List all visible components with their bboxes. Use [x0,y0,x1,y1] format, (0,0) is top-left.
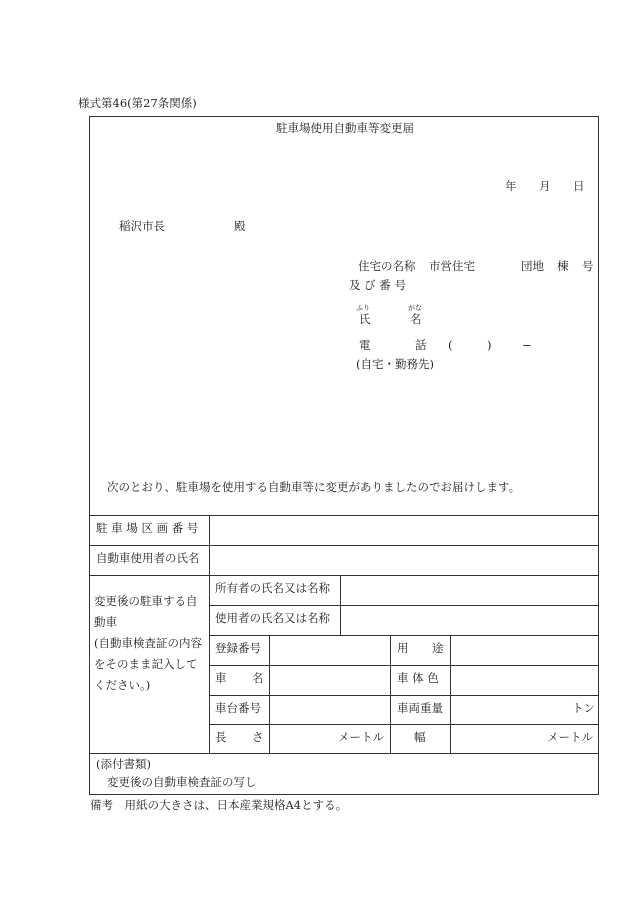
car-user-name-label: 自動車使用者の氏名 [96,551,200,565]
phone-label-char2: 話 [415,338,427,352]
unit-label: 号 [582,259,594,273]
addressee-honorific: 殿 [234,219,246,233]
row-line-8 [89,753,599,754]
name-ruby-gana: がな [408,304,422,312]
row-line-6 [209,695,599,696]
after-change-note: (自動車検査証の内容をそのまま記入してください。) [94,636,202,692]
chassis-number-field[interactable] [272,697,388,722]
table-top-line [89,515,599,516]
purpose-label-char1: 用 [397,641,409,655]
form-title: 駐車場使用自動車等変更届 [276,121,414,135]
registration-label: 登録番号 [215,641,261,655]
name-label-char2: 名 [410,312,422,326]
remarks-note: 備考 用紙の大きさは、日本産業規格A4とする。 [90,798,348,812]
col-line-mid [390,635,391,753]
body-color-label: 車 体 色 [397,671,439,685]
addressee-name: 稲沢市長 [119,219,165,233]
name-label-char1: 氏 [359,312,371,326]
parking-number-field[interactable] [212,517,596,543]
phone-paren-close: ) [487,338,492,352]
building-label: 棟 [557,259,569,273]
chassis-number-label: 車台番号 [215,701,261,715]
phone-paren-open: ( [448,338,453,352]
width-unit: メートル [547,730,593,744]
purpose-label-char2: 途 [432,641,444,655]
danchi-label: 団地 [521,259,544,273]
owner-label: 所有者の氏名又は名称 [215,581,330,595]
attachments-heading: (添付書類) [96,757,151,771]
date-year-label: 年 [505,179,517,193]
vehicle-weight-label: 車両重量 [397,701,443,715]
phone-label-char1: 電 [359,338,371,352]
length-unit: メートル [338,730,384,744]
row-line-7 [209,724,599,725]
col-line-right [450,635,451,753]
date-month-label: 月 [539,179,551,193]
form-number: 様式第46(第27条関係) [78,96,197,110]
parking-number-label: 駐 車 場 区 画 番 号 [96,521,199,535]
row-line-5 [209,665,599,666]
date-day-label: 日 [573,179,585,193]
car-name-label-char2: 名 [252,671,264,685]
user-label: 使用者の氏名又は名称 [215,611,330,625]
name-ruby-furi: ふり [356,304,370,312]
phone-dash: − [522,338,532,352]
car-user-name-field[interactable] [212,547,596,573]
car-name-label-char1: 車 [215,671,227,685]
col-line-label [269,635,270,753]
phone-note: (自宅・勤務先) [356,357,434,371]
length-label-char2: さ [252,730,264,744]
attachments-item: 変更後の自動車検査証の写し [107,775,257,789]
row-line-1 [89,545,599,546]
purpose-field[interactable] [453,637,596,663]
owner-field[interactable] [343,577,596,603]
after-change-label: 変更後の駐車する自動車 [94,594,198,629]
row-line-4 [209,635,599,636]
row-line-2 [89,575,599,576]
weight-unit: トン [572,701,595,715]
length-label-char1: 長 [215,730,227,744]
car-name-field[interactable] [272,667,388,693]
col-line-left [209,515,210,753]
row-line-3 [209,605,599,606]
residence-value: 市営住宅 [429,259,475,273]
user-field[interactable] [343,607,596,633]
width-label: 幅 [414,730,426,744]
residence-label-line2: 及 び 番 号 [349,278,406,292]
body-color-field[interactable] [453,667,596,693]
residence-label-line1: 住宅の名称 [358,259,416,273]
statement-text: 次のとおり、駐車場を使用する自動車等に変更がありましたのでお届けします。 [107,480,521,494]
registration-field[interactable] [272,637,388,663]
col-line-owner [340,575,341,635]
